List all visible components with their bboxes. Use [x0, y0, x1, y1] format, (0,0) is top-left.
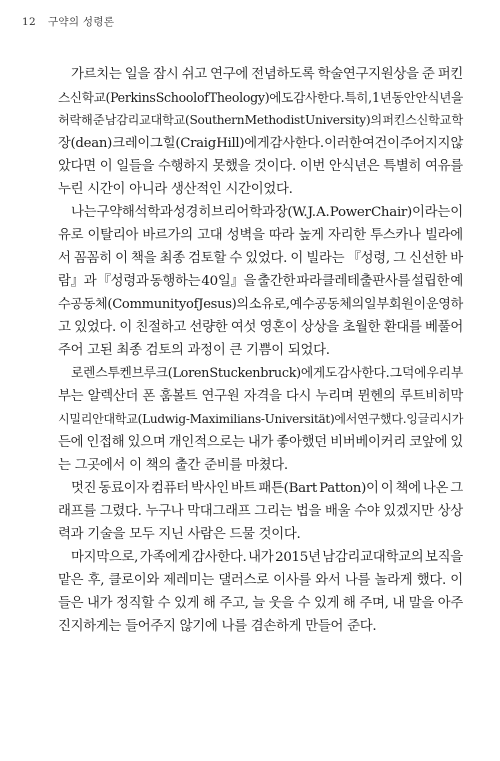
- paragraph: [58, 201, 463, 362]
- text-line: 허락해 준 남감리교대학교(Southern Methodist University)의 퍼킨스신학교 학: [58, 113, 463, 127]
- text-line: 진지하게는 들어주지 않기에 나를 겸손하게 만들어 준다.: [58, 619, 377, 634]
- text-line: 나는 구약해석학과 성경 히브리어 학과장(W. J. A. Power Chair)이라는 이: [71, 205, 463, 220]
- page-number: 12: [22, 16, 36, 28]
- text-line: 스신학교(Perkins School of Theology)에도 감사한다. 특히, 1년 동안 안식년을: [58, 90, 463, 105]
- text-line: 든에 인접해 있으며 개인적으로는 내가 좋아했던 비버베이커리 코앞에 있: [58, 435, 463, 450]
- paragraph: [58, 362, 463, 477]
- paragraph: [58, 477, 463, 546]
- paragraph: [58, 546, 463, 638]
- text-line: 장(dean) 크레이그 힐(Craig Hill)에게 감사한다. 이러한 여건이 주어지지 않: [58, 136, 463, 151]
- text-line: 수공동체(Community of Jesus)의 소유로, 예수공동체의 일부 회원이 운영하: [58, 297, 463, 312]
- text-line: 았다면 이 일들을 수행하지 못했을 것이다. 이번 안식년은 특별히 여유를: [58, 159, 463, 174]
- text-line: 마지막으로, 가족에게 감사한다. 내가 2015년 남감리교대학교의 보직을: [71, 550, 463, 565]
- text-line: 유로 이탈리아 바르가의 고대 성벽을 따라 높게 자리한 투스카나 빌라에: [58, 228, 463, 243]
- text-line: 로렌 스투켄브루크(Loren Stuckenbruck)에게도 감사한다. 그 덕에 우리 부: [71, 366, 463, 381]
- book-title: 구약의 성령론: [47, 16, 115, 28]
- text-line: 는 그곳에서 이 책의 출간 준비를 마쳤다.: [58, 458, 288, 473]
- text-line: 주어 고된 최종 검토의 과정이 큰 기쁨이 되었다.: [58, 343, 330, 358]
- body-text: [58, 63, 463, 638]
- text-line: 람』과 『성령과 동행하는 40일』을 출간한 파라클레테출판사를 설립한 예: [58, 274, 463, 289]
- text-line: 누린 시간이 아니라 생산적인 시간이었다.: [58, 182, 293, 197]
- text-line: 가르치는 일을 잠시 쉬고 연구에 전념하도록 학술연구지원상을 준 퍼킨: [71, 67, 463, 82]
- text-line: 서 꼼꼼히 이 책을 최종 검토할 수 있었다. 이 빌라는 『성령, 그 신선한 바: [58, 251, 463, 266]
- text-line: 고 있었다. 이 친절하고 선량한 여섯 영혼이 상상을 초월한 환대를 베풀어: [58, 320, 463, 335]
- paragraph: [58, 63, 463, 201]
- text-line: 멋진 동료이자 컴퓨터 박사인 바트 패튼(Bart Patton)이 이 책에 나온 그: [71, 481, 463, 496]
- running-head: [22, 14, 114, 29]
- text-line: 맡은 후, 클로이와 제레미는 댈러스로 이사를 와서 나를 놀라게 했다. 이: [58, 573, 463, 588]
- text-line: 들은 내가 정직할 수 있게 해 주고, 늘 웃을 수 있게 해 주며, 내 말을 아주: [58, 596, 463, 611]
- text-line: 래프를 그렸다. 누구나 막대그래프 그리는 법을 배울 수야 있겠지만 상상: [58, 504, 463, 519]
- text-line: 부는 알렉산더 폰 훔볼트 연구원 자격을 다시 누리며 뮌헨의 루트비히막: [58, 389, 463, 404]
- text-line: 력과 기술을 모두 지닌 사람은 드물 것이다.: [58, 527, 301, 542]
- text-line: 시밀리안대학교(Ludwig-Maximilians-Universität)에서 연구했다. 잉글리시가: [58, 412, 464, 426]
